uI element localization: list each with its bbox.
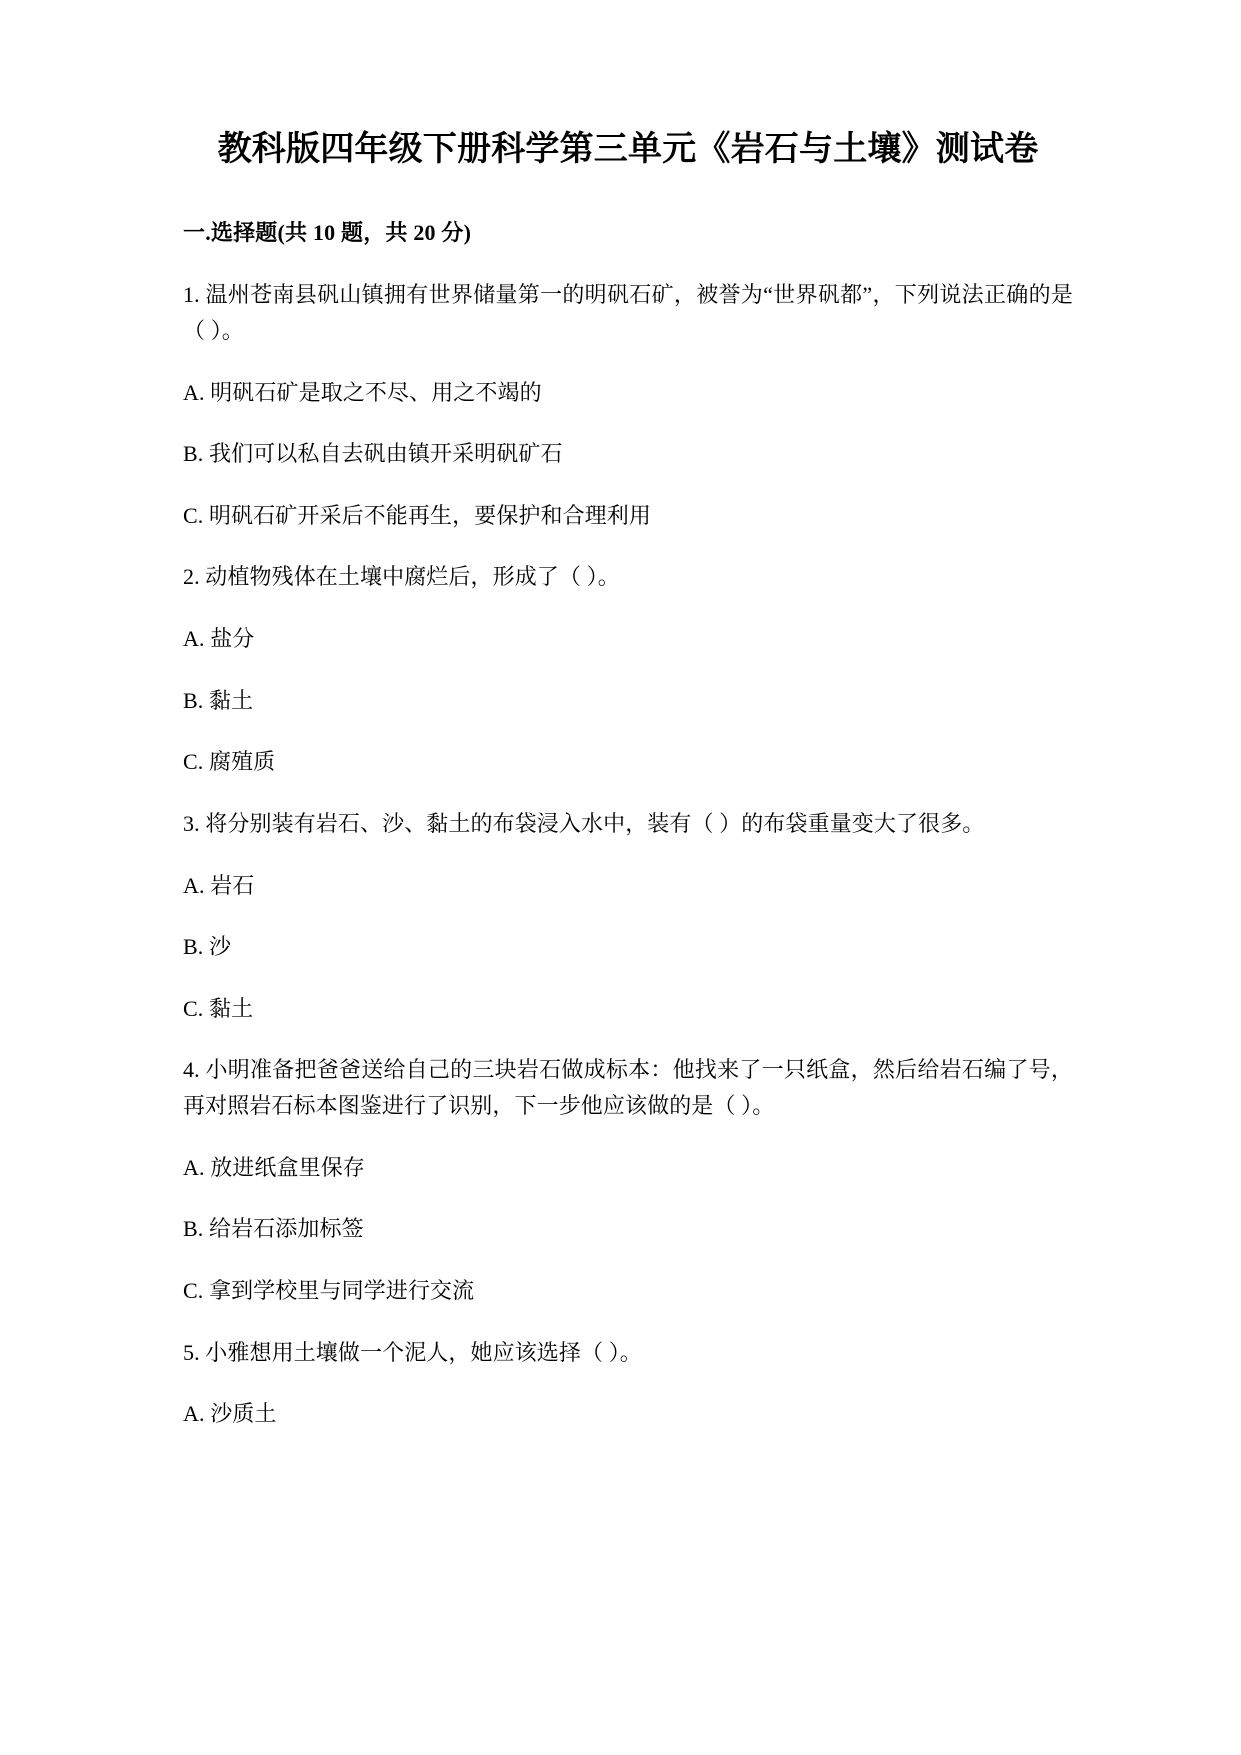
question-option: B. 沙 <box>183 934 232 960</box>
question-option: A. 沙质土 <box>183 1401 277 1427</box>
question-stem: 3. 将分别装有岩石、沙、黏土的布袋浸入水中，装有（ ）的布袋重量变大了很多。 <box>183 810 985 836</box>
question-option: A. 放进纸盒里保存 <box>183 1154 365 1180</box>
page-title: 教科版四年级下册科学第三单元《岩石与土壤》测试卷 <box>217 131 1039 168</box>
question-stem: 2. 动植物残体在土壤中腐烂后，形成了（ ）。 <box>183 564 620 590</box>
question-option: C. 腐殖质 <box>183 749 276 775</box>
question-option: B. 黏土 <box>183 687 254 713</box>
question-option: B. 我们可以私自去矾由镇开采明矾矿石 <box>183 441 563 467</box>
question-option: C. 黏土 <box>183 995 254 1021</box>
question-option: C. 明矾石矿开采后不能再生，要保护和合理利用 <box>183 502 651 528</box>
question-option: A. 明矾石矿是取之不尽、用之不竭的 <box>183 379 542 405</box>
question-option: A. 盐分 <box>183 626 255 652</box>
question-stem: 1. 温州苍南县矾山镇拥有世界储量第一的明矾石矿，被誉为“世界矾都”，下列说法正确的是（ ）。 <box>183 282 1073 343</box>
question-stem: 5. 小雅想用土壤做一个泥人，她应该选择（ ）。 <box>183 1339 642 1365</box>
section-heading: 一.选择题(共 10 题，共 20 分) <box>183 220 472 246</box>
question-option: A. 岩石 <box>183 872 255 898</box>
question-stem: 4. 小明准备把爸爸送给自己的三块岩石做成标本：他找来了一只纸盒，然后给岩石编了号，再对照岩石标本图鉴进行了识别，下一步他应该做的是（ ）。 <box>183 1057 1073 1119</box>
question-option: B. 给岩石添加标签 <box>183 1216 364 1242</box>
question-option: C. 拿到学校里与同学进行交流 <box>183 1277 475 1303</box>
